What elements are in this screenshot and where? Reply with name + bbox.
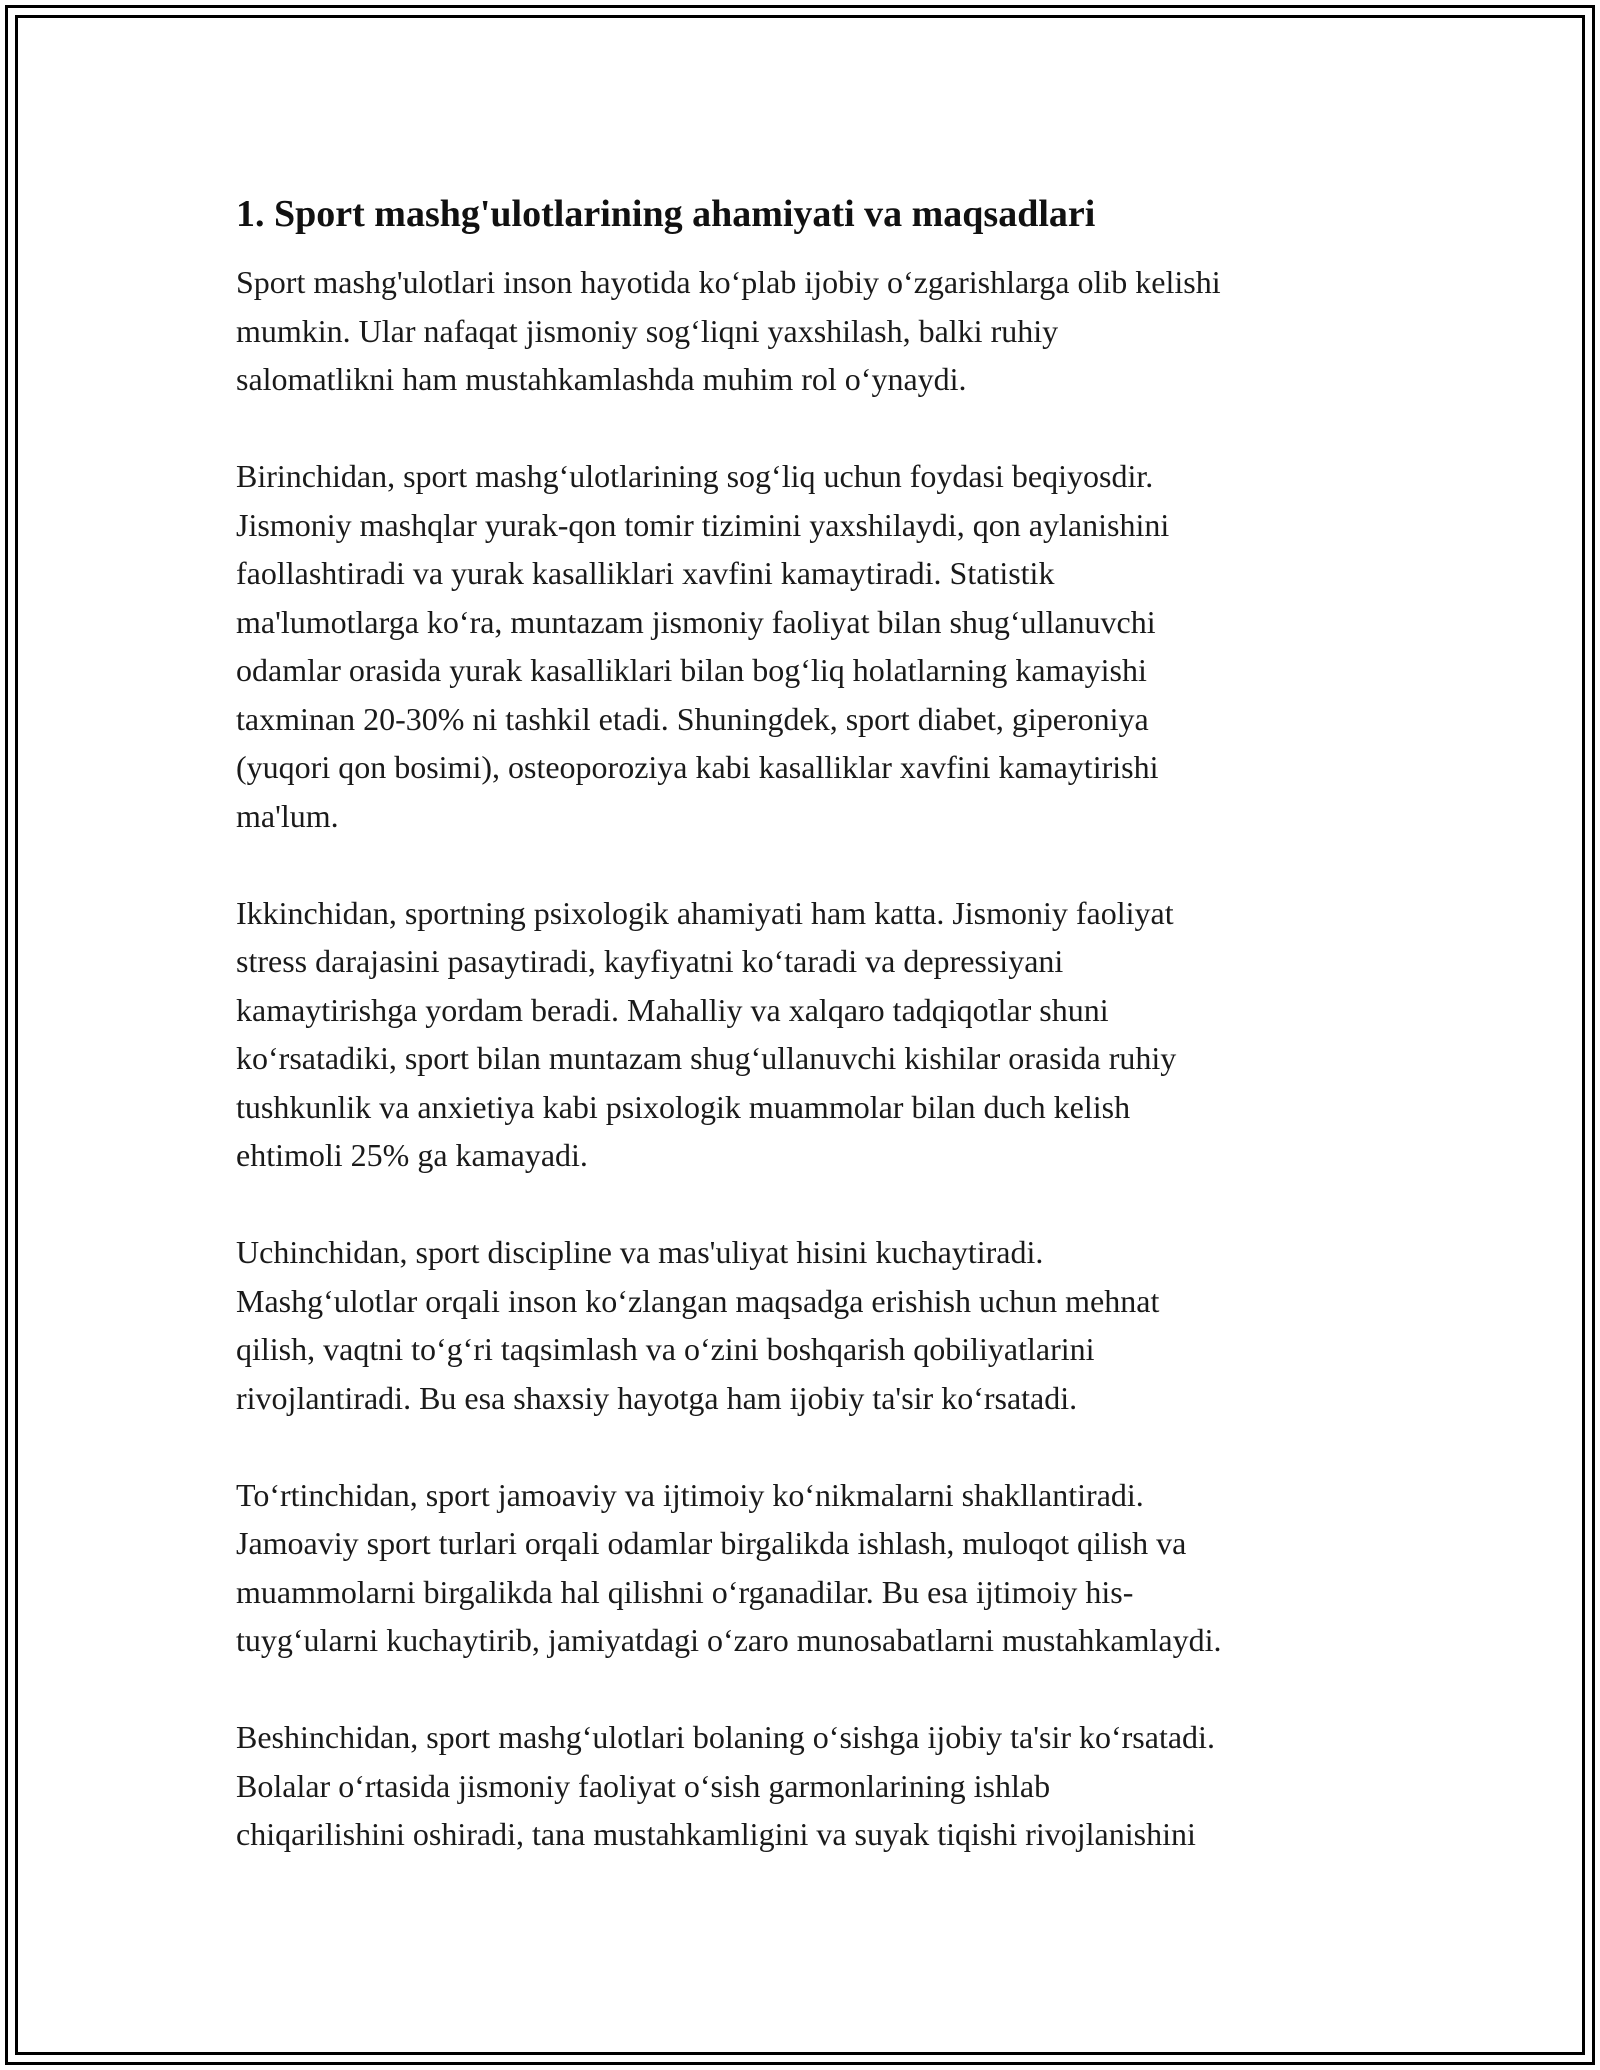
document-body (236, 188, 1376, 1907)
paragraph-third: Uchinchidan, sport discipline va mas'uliyat hisini kuchaytiradi. Mashgʻulotlar orqali inson koʻzlangan maqsadga erishish uchun mehnat qilish, vaqtni toʻgʻri taqsimlash va oʻzini boshqarish qobiliyatlarini rivojlantiradi. Bu esa shaxsiy hayotga ham ijobiy ta'sir koʻrsatadi. (236, 1234, 1160, 1416)
paragraph-first: Birinchidan, sport mashgʻulotlarining sogʻliq uchun foydasi beqiyosdir. Jismoniy mashqlar yurak-qon tomir tizimini yaxshilaydi, qon aylanishini faollashtiradi va yurak kasalliklari xavfini kamaytiradi. Statistik ma'lumotlarga koʻra, muntazam jismoniy faoliyat bilan shugʻullanuvchi odamlar orasida yurak kasalliklari bilan bogʻliq holatlarning kamayishi taxminan 20-30% ni tashkil etadi. Shuningdek, sport diabet, giperoniya (yuqori qon bosimi), osteoporoziya kabi kasalliklar xavfini kamaytirishi ma'lum. (236, 458, 1170, 834)
paragraph-intro: Sport mashg'ulotlari inson hayotida koʻplab ijobiy oʻzgarishlarga olib kelishi mumkin. Ular nafaqat jismoniy sogʻliqni yaxshilash, balki ruhiy salomatlikni ham mustahkamlashda muhim rol oʻynaydi. (236, 264, 1221, 397)
paragraph-fourth: Toʻrtinchidan, sport jamoaviy va ijtimoiy koʻnikmalarni shakllantiradi. Jamoaviy sport turlari orqali odamlar birgalikda ishlash, muloqot qilish va muammolarni birgalikda hal qilishni oʻrganadilar. Bu esa ijtimoiy his- tuygʻularni kuchaytirib, jamiyatdagi oʻzaro munosabatlarni mustahkamlaydi. (236, 1476, 1222, 1658)
paragraph-fifth: Beshinchidan, sport mashgʻulotlari bolaning oʻsishga ijobiy ta'sir koʻrsatadi. Bolalar oʻrtasida jismoniy faoliyat oʻsish garmonlarining ishlab chiqarilishini oshiradi, tana mustahkamligini va suyak tiqishi rivojlanishini (236, 1719, 1215, 1852)
section-heading: 1. Sport mashg'ulotlarining ahamiyati va maqsadlari (236, 193, 1096, 235)
paragraph-second: Ikkinchidan, sportning psixologik ahamiyati ham katta. Jismoniy faoliyat stress darajasini pasaytiradi, kayfiyatni koʻtaradi va depressiyani kamaytirishga yordam beradi. Mahalliy va xalqaro tadqiqotlar shuni koʻrsatadiki, sport bilan muntazam shugʻullanuvchi kishilar orasida ruhiy tushkunlik va anxietiya kabi psixologik muammolar bilan duch kelish ehtimoli 25% ga kamayadi. (236, 894, 1177, 1173)
